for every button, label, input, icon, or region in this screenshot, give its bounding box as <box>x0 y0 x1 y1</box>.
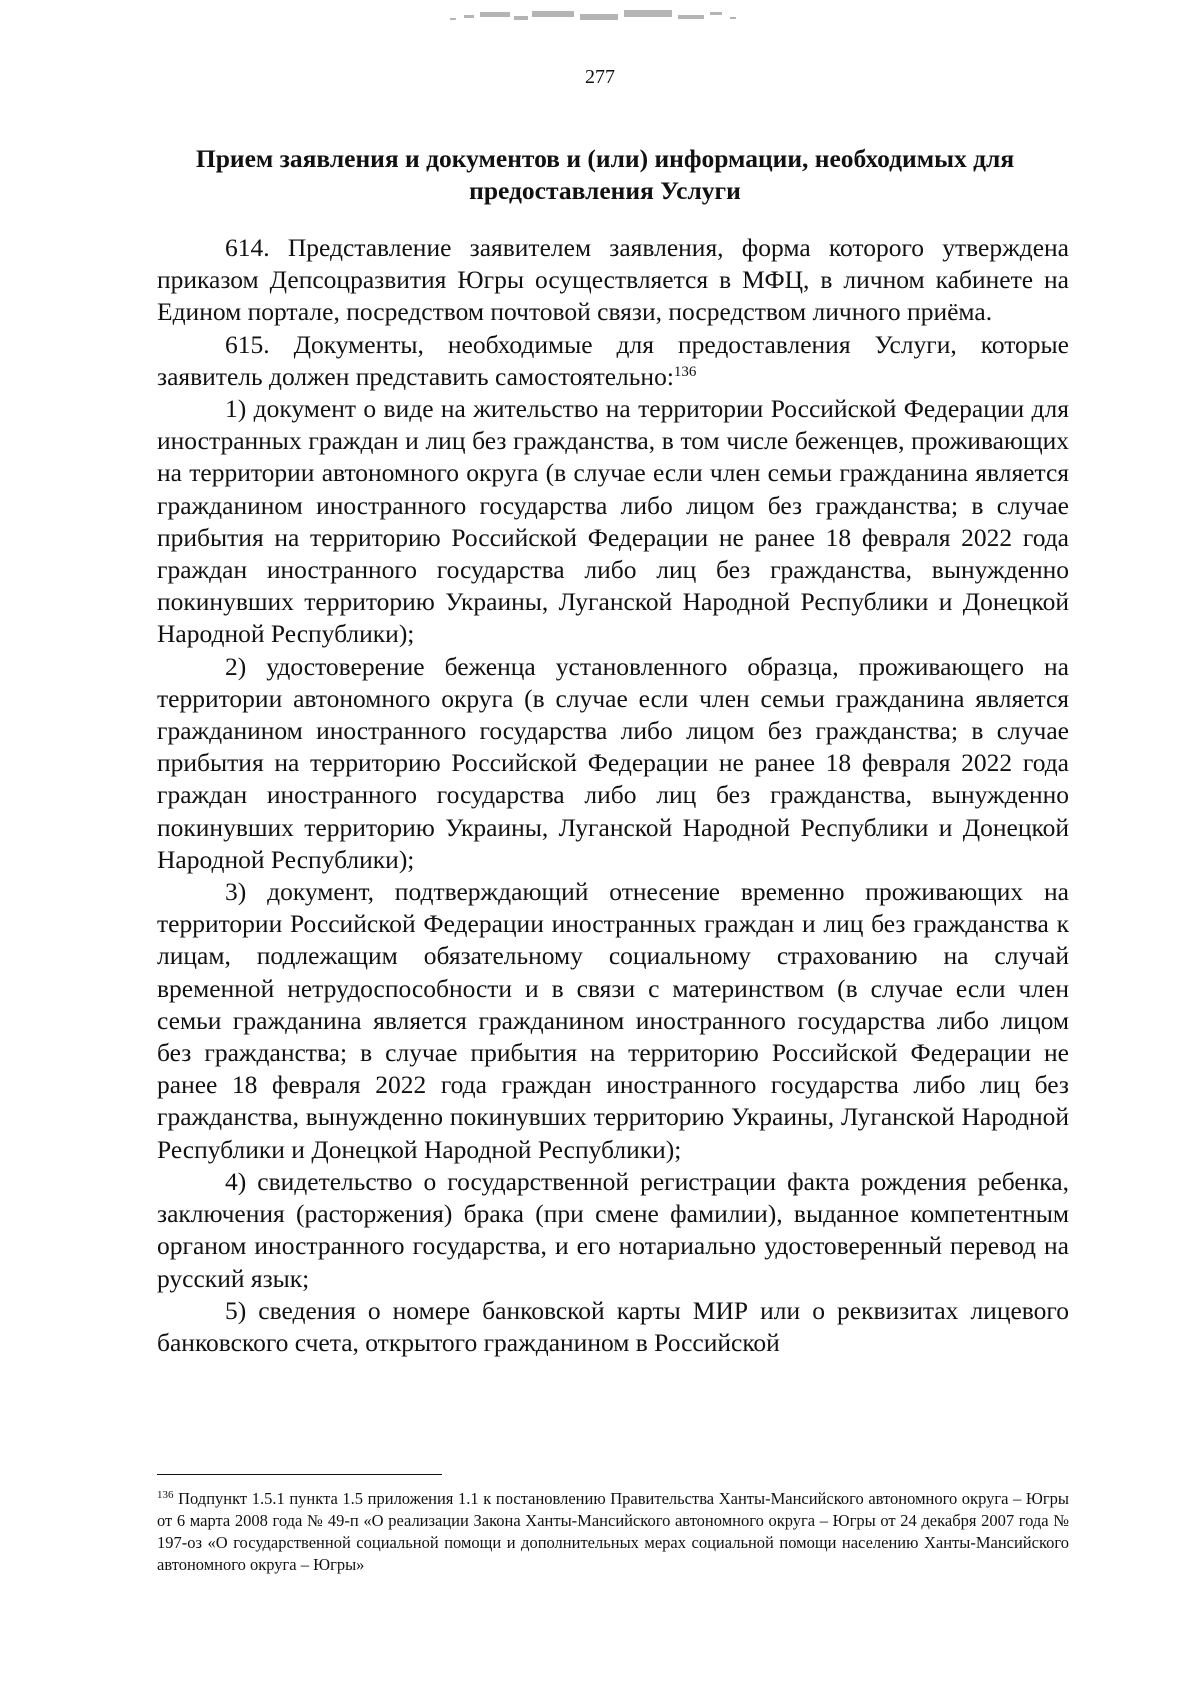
list-item-3: 3) документ, подтверждающий отнесение временно проживающих на территории Российской Федерации иностранных граждан и лиц без гражданства к лицам, подлежащим обязательному социальному страхованию на случай временной нетрудоспособности и в связи с материнством (в случае если член семьи гражданина является гражданином иностранного государства либо лицом без гражданства; в случае прибытия на территорию Российской Федерации не ранее 18 февраля 2022 года граждан иностранного государства либо лиц без гражданства, вынужденно покинувших территорию Украины, Луганской Народной Республики и Донецкой Народной Республики); <box>157 877 1069 1164</box>
page-number: 277 <box>585 66 615 88</box>
body-text <box>157 232 1069 1359</box>
list-item-4: 4) свидетельство о государственной регистрации факта рождения ребенка, заключения (расторжения) брака (при смене фамилии), выданное компетентным органом иностранного государства, и его нотариально удостоверенный перевод на русский язык; <box>157 1166 1069 1293</box>
list-item-2: 2) удостоверение беженца установленного образца, проживающего на территории автономного округа (в случае если член семьи гражданина является гражданином иностранного государства либо лицом без гражданства; в случае прибытия на территорию Российской Федерации не ранее 18 февраля 2022 года граждан иностранного государства либо лиц без гражданства, вынужденно покинувших территорию Украины, Луганской Народной Республики и Донецкой Народной Республики); <box>157 651 1069 874</box>
list-item-5: 5) сведения о номере банковской карты МИР или о реквизитах лицевого банковского счета, открытого гражданином в Российской <box>157 1295 1069 1357</box>
section-title: Прием заявления и документов и (или) информации, необходимых для предоставления Услуги <box>195 144 1015 205</box>
footnote-ref: 136 <box>673 363 697 380</box>
list-item-1: 1) документ о виде на жительство на территории Российской Федерации для иностранных граждан и лиц без гражданства, в том числе беженцев, проживающих на территории автономного округа (в случае если член семьи гражданина является гражданином иностранного государства либо лицом без гражданства; в случае прибытия на территорию Российской Федерации не ранее 18 февраля 2022 года граждан иностранного государства либо лиц без гражданства, вынужденно покинувших территорию Украины, Луганской Народной Республики и Донецкой Народной Республики); <box>157 394 1069 649</box>
footnote <box>157 1488 1069 1576</box>
footnote-divider <box>157 1474 442 1475</box>
footnote-text: Подпункт 1.5.1 пункта 1.5 приложения 1.1 к постановлению Правительства Ханты-Мансийского автономного округа – Югры от 6 марта 2008 года № 49-п «О реализации Закона Ханты-Мансийского автономного округа – Югры от 24 декабря 2007 года № 197-оз «О государственной социальной помощи и дополнительных мерах социальной помощи населению Ханты-Мансийского автономного округа – Югры» <box>157 1489 1069 1574</box>
footnote-marker: 136 <box>157 1489 174 1501</box>
paragraph-615: 615. Документы, необходимые для предоставления Услуги, которые заявитель должен представить самостоятельно:$^{136}$ <box>157 329 1069 391</box>
scan-noise-mark <box>440 6 770 32</box>
paragraph-614: 614. Представление заявителем заявления, форма которого утверждена приказом Депсоцразвития Югры осуществляется в МФЦ, в личном кабинете на Едином портале, посредством почтовой связи, посредством личного приёма. <box>157 233 1069 327</box>
